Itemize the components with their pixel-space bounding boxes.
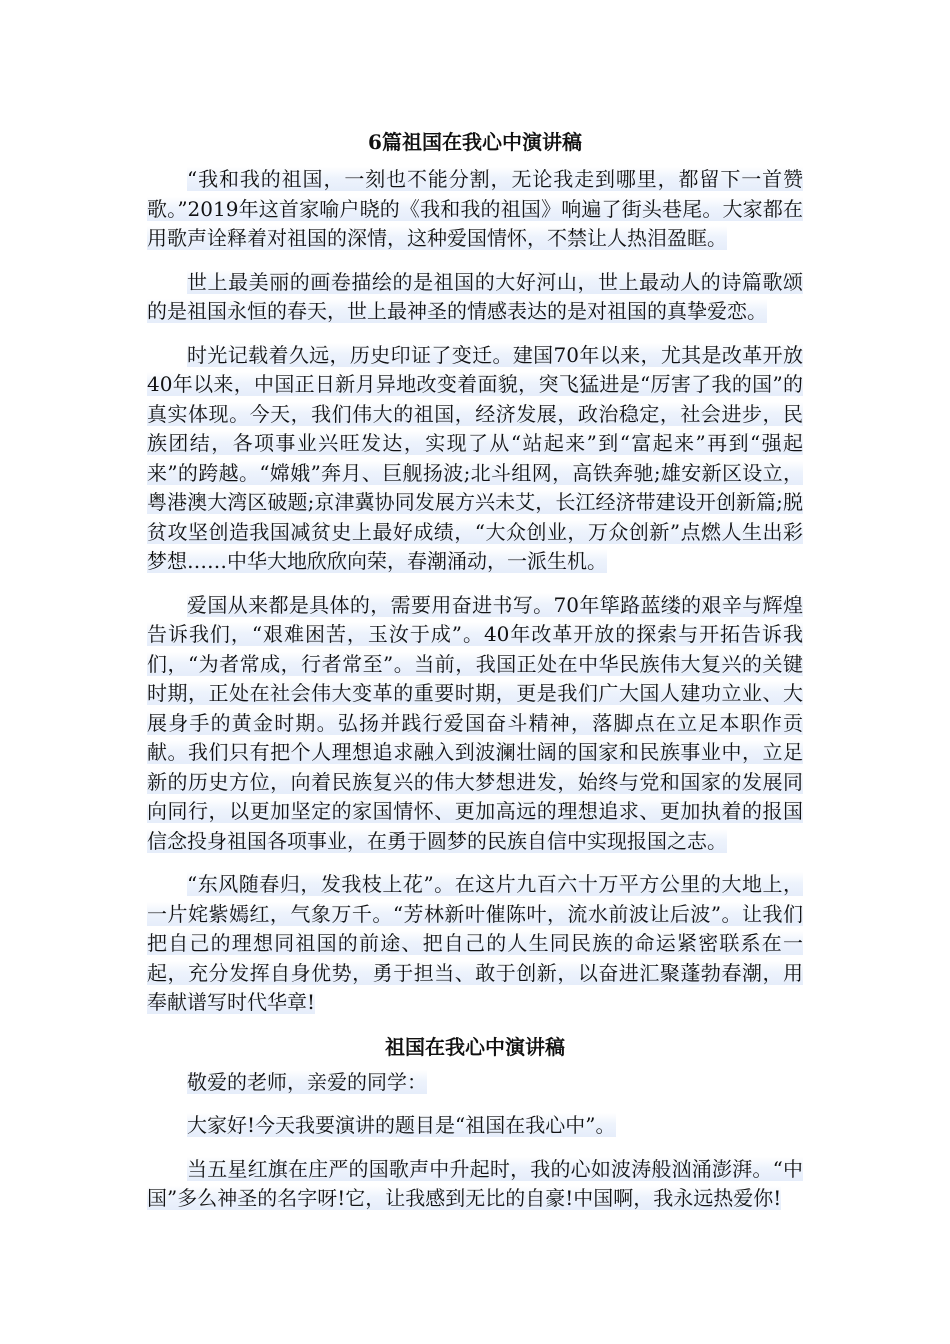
section-title: 祖国在我心中演讲稿: [385, 1034, 565, 1059]
paragraph: [147, 591, 803, 857]
paragraph-text: 大家好!今天我要演讲的题目是“祖国在我心中”。: [187, 1113, 616, 1137]
paragraph-text: 世上最美丽的画卷描绘的是祖国的大好河山，世上最动人的诗篇歌颂的是祖国永恒的春天，世上最神圣的情感表达的是对祖国的真挚爱恋。: [147, 269, 803, 323]
paragraph: [147, 1155, 803, 1214]
paragraph: [147, 341, 803, 577]
paragraph: [147, 870, 803, 1018]
paragraph-text: 时光记载着久远，历史印证了变迁。建国70年以来，尤其是改革开放40年以来，中国正日新月异地改变着面貌，突飞猛进是“厉害了我的国”的真实体现。今天，我们伟大的祖国，经济发展，政治稳定，社会进步，民族团结，各项事业兴旺发达，实现了从“站起来”到“富起来”再到“强起来”的跨越。“嫦娥”奔月、巨舰扬波;北斗组网，高铁奔驰;雄安新区设立，粤港澳大湾区破题;京津冀协同发展方兴未艾，长江经济带建设开创新篇;脱贫攻坚创造我国减贫史上最好成绩，“大众创业，万众创新”点燃人生出彩梦想……中华大地欣欣向荣，春潮涌动，一派生机。: [147, 342, 803, 573]
document-body: [147, 127, 803, 1228]
paragraph-text: 爱国从来都是具体的，需要用奋进书写。70年筚路蓝缕的艰辛与辉煌告诉我们，“艰难困苦，玉汝于成”。40年改革开放的探索与开拓告诉我们，“为者常成，行者常至”。当前，我国正处在中华民族伟大复兴的关键时期，正处在社会伟大变革的重要时期，更是我们广大国人建功立业、大展身手的黄金时期。弘扬并践行爱国奋斗精神，落脚点在立足本职作贡献。我们只有把个人理想追求融入到波澜壮阔的国家和民族事业中，立足新的历史方位，向着民族复兴的伟大梦想进发，始终与党和国家的发展同向同行，以更加坚定的家国情怀、更加高远的理想追求、更加执着的报国信念投身祖国各项事业，在勇于圆梦的民族自信中实现报国之志。: [147, 592, 803, 853]
paragraph: [147, 1068, 803, 1098]
paragraph-text: 敬爱的老师，亲爱的同学：: [187, 1069, 427, 1094]
paragraph-text: “我和我的祖国，一刻也不能分割，无论我走到哪里，都留下一首赞歌。”2019年这首家喻户晓的《我和我的祖国》响遍了街头巷尾。大家都在用歌声诠释着对祖国的深情，这种爱国情怀，不禁让人热泪盈眶。: [147, 167, 803, 250]
paragraph-text: “东风随春归，发我枝上花”。在这片九百六十万平方公里的大地上，一片姹紫嫣红，气象万千。“芳林新叶催陈叶，流水前波让后波”。让我们把自己的理想同祖国的前途、把自己的人生同民族的命运紧密联系在一起，充分发挥自身优势，勇于担当、敢于创新，以奋进汇聚蓬勃春潮，用奉献谱写时代华章!: [147, 872, 803, 1014]
paragraph-text: 当五星红旗在庄严的国歌声中升起时，我的心如波涛般汹涌澎湃。“中国”多么神圣的名字呀!它，让我感到无比的自豪!中国啊，我永远热爱你!: [147, 1156, 803, 1210]
document-title: 6篇祖国在我心中演讲稿: [368, 130, 582, 154]
paragraph: [147, 268, 803, 327]
paragraph: [147, 165, 803, 254]
paragraph: [147, 1111, 803, 1141]
